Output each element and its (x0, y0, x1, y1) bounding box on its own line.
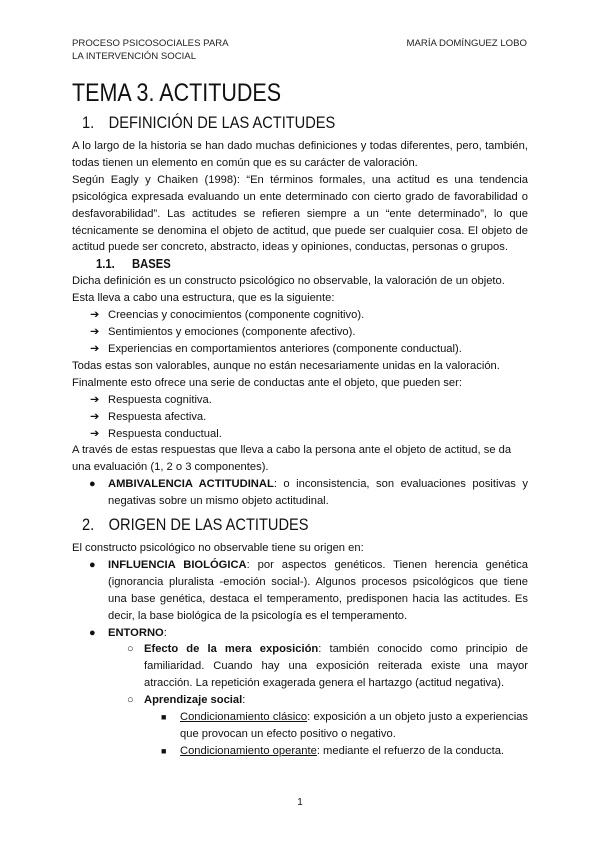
list-item-text: Experiencias en comportamientos anteriores (componente conductual). (108, 342, 462, 355)
arrow-icon: ➔ (90, 427, 100, 440)
term: ENTORNO (108, 626, 164, 639)
arrow-icon: ➔ (90, 342, 100, 355)
page-content (72, 78, 528, 760)
list-item (72, 476, 528, 510)
component-list (72, 307, 528, 358)
section-title: DEFINICIÓN DE LAS ACTITUDES (108, 113, 336, 132)
header-course-line1: PROCESO PSICOSOCIALES PARA (72, 38, 229, 49)
origin-list (72, 557, 528, 642)
term: AMBIVALENCIA ACTITUDINAL (108, 478, 274, 491)
list-item (72, 392, 528, 409)
list-item-text: Respuesta cognitiva. (108, 393, 212, 406)
bullet-icon: ● (89, 558, 96, 571)
section-number: 2. (82, 515, 95, 535)
list-item-text: Respuesta afectiva. (108, 410, 207, 423)
paragraph: A través de estas respuestas que lleva a cabo la persona ante el objeto de actitud, se da una evaluación (1, 2 o 3 componentes). (72, 444, 512, 474)
list-item (72, 709, 528, 743)
response-list (72, 392, 528, 443)
list-item (72, 625, 528, 642)
term-colon: : (242, 694, 246, 707)
circle-bullet-icon: ○ (127, 643, 134, 656)
paragraph: Dicha definición es un constructo psicológico no observable, la valoración de un objeto. Esta lleva a cabo una estructura, que es la siguiente: (72, 275, 505, 305)
subsection-title: BASES (132, 257, 171, 272)
environment-list (72, 641, 528, 709)
square-bullet-icon: ■ (161, 745, 167, 756)
paragraph: Todas estas son valorables, aunque no están necesariamente unidas en la valoración. (72, 359, 500, 372)
list-item (72, 426, 528, 443)
term-definition: : exposición a un objeto justo a experiencias que provocan un efecto positivo o negativo. (180, 711, 528, 740)
list-item (72, 341, 528, 358)
arrow-icon: ➔ (90, 410, 100, 423)
term: Condicionamiento operante (180, 744, 317, 757)
paragraph: A lo largo de la historia se han dado muchas definiciones y todas diferentes, pero, también, todas tienen un elemento en común que es su carácter de valoración. (72, 140, 528, 169)
paragraph: El constructo psicológico no observable tiene su origen en: (72, 542, 364, 555)
term-definition: : o inconsistencia, son evaluaciones positivas y negativas sobre un mismo objeto actitudinal. (108, 478, 528, 508)
list-item-text: Respuesta conductual. (108, 427, 222, 440)
subsection-heading-1-1 (96, 256, 485, 272)
circle-bullet-icon: ○ (127, 694, 134, 707)
arrow-icon: ➔ (90, 393, 100, 406)
header-left (72, 37, 272, 63)
list-item (72, 307, 528, 324)
section-title: ORIGEN DE LAS ACTITUDES (108, 515, 309, 535)
page-title: TEMA 3. ACTITUDES (72, 79, 282, 107)
term: Condicionamiento clásico (180, 711, 308, 724)
page-number: 1 (297, 797, 303, 808)
arrow-icon: ➔ (90, 326, 100, 339)
header-author: MARÍA DOMÍNGUEZ LOBO (406, 38, 527, 49)
term: INFLUENCIA BIOLÓGICA (108, 558, 247, 571)
arrow-icon: ➔ (90, 309, 100, 322)
term-colon: : (163, 626, 167, 639)
term: Efecto de la mera exposición (144, 643, 319, 656)
square-bullet-icon: ■ (161, 712, 167, 723)
list-item (72, 324, 528, 341)
list-item (72, 641, 528, 692)
subsection-number: 1.1. (96, 257, 115, 272)
section-number: 1. (82, 113, 95, 132)
list-item (72, 692, 528, 709)
section-heading-1 (82, 112, 466, 134)
header-course-line2: LA INTERVENCIÓN SOCIAL (72, 51, 197, 62)
bullet-icon: ● (89, 478, 96, 491)
list-item (72, 557, 528, 625)
bullet-icon: ● (89, 626, 96, 639)
list-item-text: Creencias y conocimientos (componente cognitivo). (108, 309, 365, 322)
list-item (72, 743, 528, 760)
learning-list (72, 709, 528, 760)
paragraph: Según Eagly y Chaiken (1998): “En términos formales, una actitud es una tendencia psicológica expresada evaluando un ente determinado con cierto grado de favorabilidad o desfavorabilidad”. Las actitudes se refieren siempre a un “ente determinado”, lo que técnicamente se denomina el objeto de actitud, que puede ser cualquier cosa. El objeto de actitud puede ser concreto, abstracto, ideas y opiniones, conductas, personas o grupos. (72, 173, 528, 254)
ambivalence-list (72, 476, 528, 510)
list-item-text: Sentimientos y emociones (componente afectivo). (108, 326, 356, 339)
term-definition: : también conocido como principio de familiaridad. Cuando hay una exposición reiterada existe una mayor atracción. La repetición exagerada genera el hartazgo (actitud negativa). (144, 643, 528, 690)
paragraph: Finalmente esto ofrece una serie de conductas ante el objeto, que pueden ser: (72, 376, 462, 389)
list-item (72, 409, 528, 426)
term-definition: : mediante el refuerzo de la conducta. (316, 744, 505, 757)
term-definition: : por aspectos genéticos. Tienen herencia genética (ignorancia pluralista -emoción social-). Algunos procesos psicológicos que tiene una base genética, destaca el temperamento, predisponen hacia las actitudes. Es decir, la base biológica de la psicología es el temperamento. (108, 558, 528, 622)
section-heading-2 (82, 514, 466, 536)
term: Aprendizaje social (144, 694, 243, 707)
